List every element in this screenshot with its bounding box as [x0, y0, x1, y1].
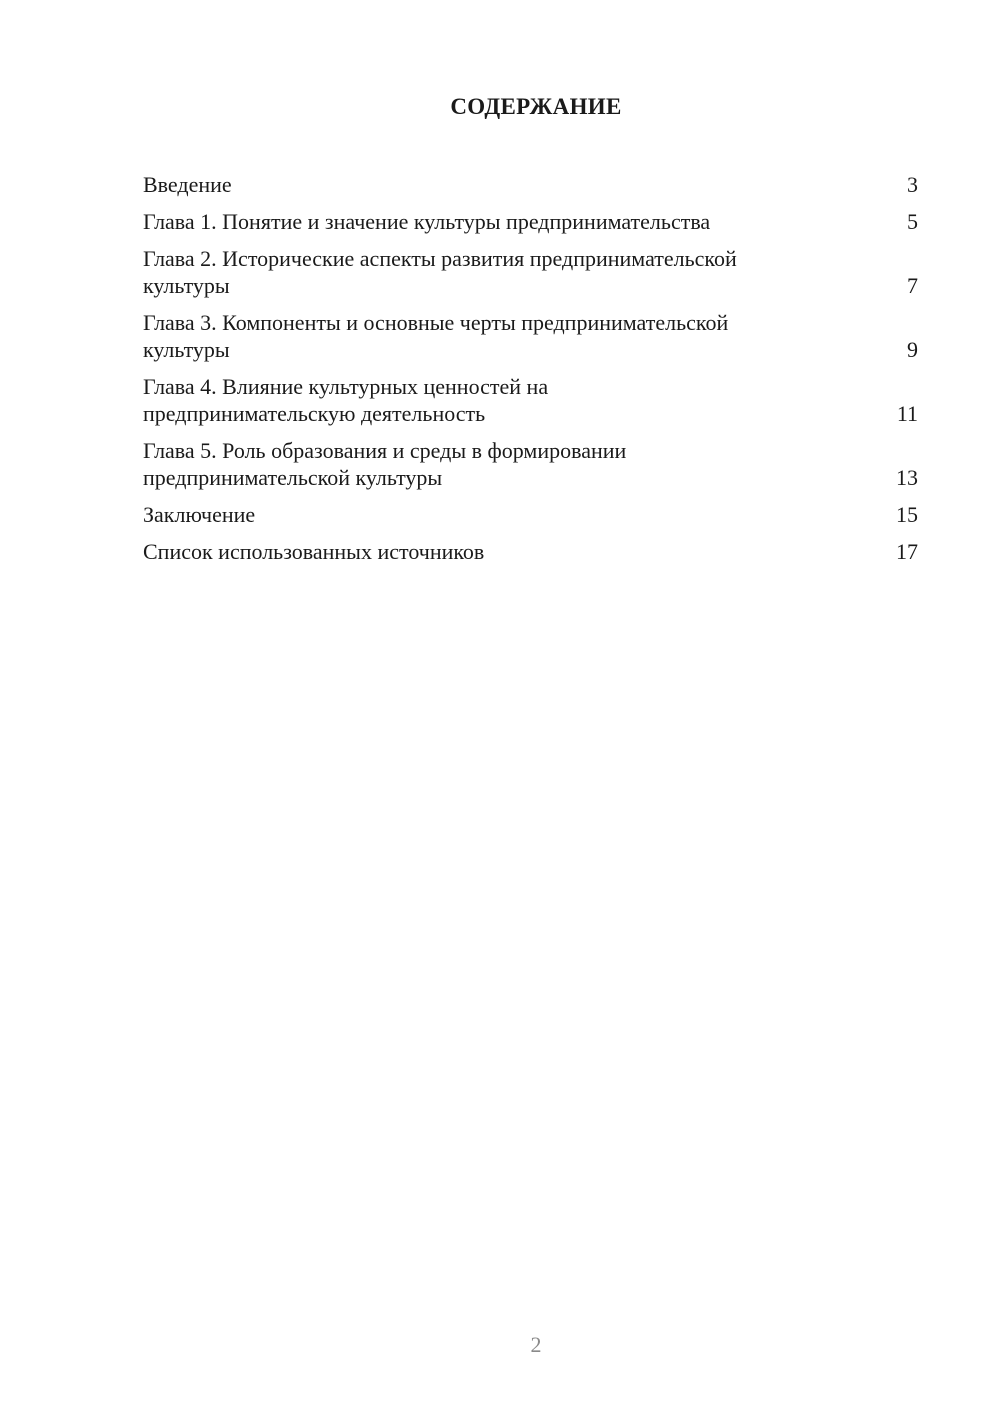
- toc-entry-label: Глава 4. Влияние культурных ценностей на предпринимательскую деятельность: [143, 374, 549, 426]
- toc-entry-page: 15: [896, 502, 918, 527]
- toc-entry-label: Введение: [143, 172, 232, 197]
- page-number: 2: [530, 1332, 542, 1357]
- toc-entry-page: 9: [907, 337, 918, 362]
- toc-entry-page: 11: [896, 401, 918, 426]
- toc-entry-chapter-2[interactable]: [143, 245, 918, 299]
- toc-entry-chapter-1[interactable]: [143, 208, 918, 235]
- toc-entry-chapter-3[interactable]: [143, 309, 918, 363]
- toc-entry-page: 3: [907, 172, 918, 197]
- toc-entry-chapter-4[interactable]: [143, 373, 918, 427]
- toc-entry-label: Глава 2. Исторические аспекты развития предпринимательской культуры: [143, 246, 737, 298]
- toc-entry-label: Список использованных источников: [143, 539, 485, 564]
- toc-entry-page: 17: [896, 539, 918, 564]
- toc-entry-label: Глава 1. Понятие и значение культуры предпринимательства: [143, 209, 711, 234]
- toc-entry-introduction[interactable]: [143, 171, 918, 198]
- toc-entry-references[interactable]: [143, 538, 918, 565]
- toc-entry-page: 7: [907, 273, 918, 298]
- toc-entry-label: Глава 5. Роль образования и среды в формировании предпринимательской культуры: [143, 438, 627, 490]
- toc-entry-label: Заключение: [143, 502, 256, 527]
- toc-entry-label: Глава 3. Компоненты и основные черты предпринимательской культуры: [143, 310, 729, 362]
- page-title: СОДЕРЖАНИЕ: [450, 94, 622, 119]
- table-of-contents: [143, 171, 918, 575]
- toc-entry-page: 13: [896, 465, 918, 490]
- toc-entry-page: 5: [907, 209, 918, 234]
- toc-entry-chapter-5[interactable]: [143, 437, 918, 491]
- toc-entry-conclusion[interactable]: [143, 501, 918, 528]
